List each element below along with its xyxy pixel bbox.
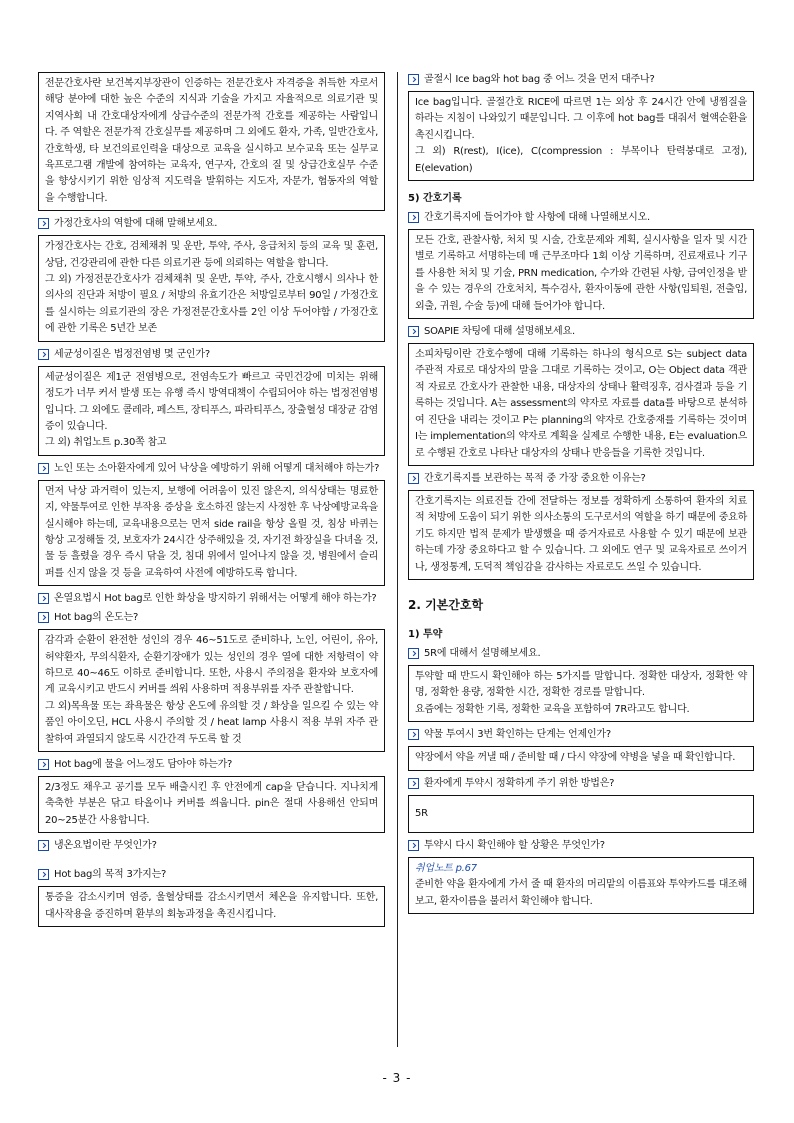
question-text: SOAPIE 차팅에 대해 설명해보세요. (424, 326, 575, 338)
question-text: 냉온요법이란 무엇인가? (54, 840, 157, 852)
answer-box-fracture (408, 91, 754, 181)
question-three-checks (408, 727, 754, 742)
answer-box-record-contents (408, 229, 754, 319)
answer-extra-text: 그 외) R(rest), I(ice), C(compression : 부목이나 탄력붕대로 고정), E(elevation) (415, 146, 747, 174)
question-arrow-icon (38, 612, 49, 623)
question-arrow-icon (408, 473, 419, 484)
page-number: - 3 - (382, 1071, 412, 1085)
question-arrow-icon (38, 840, 49, 851)
question-text: 5R에 대해서 설명해보세요. (424, 647, 541, 659)
answer-text: Ice bag입니다. 골절간호 RICE에 따르면 1는 외상 후 24시간 안에 냉찜질을 하라는 지침이 나와있기 때문입니다. 그 이후에 hot bag를 대줘서 혈액순환을 촉진시킵니다. (415, 97, 747, 141)
right-column (408, 72, 754, 919)
question-record-purpose (408, 471, 754, 486)
answer-text: 준비한 약을 환자에게 가서 줄 때 환자의 머리맡의 이름표와 투약카드를 대조해보고, 환자이름을 불러서 확인해야 합니다. (415, 879, 747, 907)
answer-text: 5R (415, 807, 428, 819)
section-heading-nursing-record: 5) 간호기록 (408, 193, 462, 205)
answer-text: 소피차팅이란 간호수행에 대해 기록하는 하나의 형식으로 S는 subject data 주관적 자료로 대상자의 말을 그대로 기록하는 것이고, O는 Object data 객관적 자료로 간호사가 관찰한 내용, 대상자의 상태나 활력징후, 검사결과 등을 기록하는 것입니다. A는 assessment의 약자로 자료를 data를 바탕으로 분석하여 진단을 내리는 것이고 P는 planning의 약자로 간호중재를 기록하는 것이며 I는 implementation의 약자로 계획을 실제로 수행한 내용, E는 evaluation으로 수행된 간호로 나타난 대상자의 상태나 반응들을 기록한 것입니다. (415, 349, 747, 459)
answer-extra-text: 그 외)목욕물 또는 좌욕물은 항상 온도에 유의할 것 / 화상을 일으킬 수 있는 약품인 아이오딘, HCL 사용시 주의할 것 / heat lamp 사용시 적용 부위 자주 관찰하여 과열되지 않도록 시간간격 두도록 할 것 (45, 700, 378, 745)
question-text: 골절시 Ice bag와 hot bag 중 어느 것을 먼저 대주나? (424, 74, 655, 85)
answer-box-hot-bag-purpose (38, 886, 385, 927)
question-cold-hot-therapy (38, 838, 385, 853)
answer-reference: 취업노트 p.67 (415, 862, 477, 874)
answer-box-accurate-medication (408, 795, 754, 833)
answer-box-fall-prevention (38, 480, 385, 586)
left-column (38, 72, 385, 932)
question-accurate-medication (408, 776, 754, 791)
question-text: 환자에게 투약시 정확하게 주기 위한 방법은? (424, 777, 615, 789)
answer-reference: 그 외) 취업노트 p.30쪽 참고 (45, 437, 167, 449)
question-arrow-icon (408, 326, 419, 337)
answer-box-shigellosis (38, 366, 385, 456)
answer-box-soapie (408, 343, 754, 466)
column-divider (397, 72, 398, 1047)
answer-text: 먼저 낙상 과거력이 있는지, 보행에 어려움이 있진 않은지, 의식상태는 명료한지, 약물투여로 인한 부작용 증상을 호소하진 않는지 사정한 후 낙상예방교육을 실시해야 하는데, 교육내용으로는 먼저 side rail을 항상 올릴 것, 침상 바퀴는 항상 고정해둘 것, 보호자가 24시간 상주해있을 것, 자기전 화장실을 다녀올 것, 물 등 흘렸을 경우 즉시 닦을 것, 침대 위에서 일어나지 않을 것, 병원에서 슬리퍼를 신지 않을 것 등을 교육하여 사전에 예방하도록 합니다. (45, 485, 378, 579)
question-arrow-icon (408, 648, 419, 659)
question-arrow-icon (408, 778, 419, 789)
question-text: Hot bag에 물을 어느정도 담아야 하는가? (54, 759, 233, 770)
question-text: 간호기록지에 들어가야 할 사항에 대해 나열해보시오. (424, 212, 650, 224)
question-text: 세균성이질은 법정전염병 몇 군인가? (54, 348, 210, 360)
question-text: 노인 또는 소아환자에게 있어 낙상을 예방하기 위해 어떻게 대처해야 하는가? (54, 462, 380, 474)
question-arrow-icon (38, 349, 49, 360)
question-arrow-icon (38, 869, 49, 880)
question-text: Hot bag의 온도는? (54, 612, 139, 624)
question-text: 가정간호사의 역할에 대해 말해보세요. (54, 218, 218, 230)
answer-box-hot-bag-water (38, 776, 385, 833)
answer-text: 약장에서 약을 꺼낼 때 / 준비할 때 / 다시 약장에 약병을 넣을 때 확인합니다. (415, 752, 736, 764)
answer-extra-text: 요즘에는 정확한 기록, 정확한 교육을 포함하여 7R라고도 합니다. (415, 703, 690, 715)
answer-extra-text: 그 외) 가정전문간호사가 검체채취 및 운반, 투약, 주사, 간호시행시 의사나 한의사의 진단과 처방이 필요 / 처방의 유효기간은 처방일로부터 90일 / 가정간호를 실시하는 의료기관의 장은 가정전문간호사를 2인 이상 두어야함 / 가정간호에 관한 기록은 5년간 보존 (45, 274, 378, 335)
answer-text: 모든 간호, 관찰사항, 처치 및 시술, 간호문제와 계획, 실시사항을 일자 및 시간별로 기록하고 서명하는데 매 근무조마다 1회 이상 기록하며, 진료재료나 기구를 사용한 처치 및 기술, PRN medication, 수가와 간련된 사항, 급여인정을 받을 수 있는 경우의 간호처치, 특수검사, 환자이동에 관한 사항(입퇴원, 전출입, 외출, 귀원, 수술 등)에 대해 들어가야 합니다. (415, 235, 747, 312)
question-fall-prevention (38, 461, 385, 476)
answer-box-home-nurse (38, 235, 385, 341)
answer-text: 투약할 때 반드시 확인해야 하는 5가지를 말합니다. 정확한 대상자, 정확한 약명, 정확한 용량, 정확한 시간, 정확한 경로를 말합니다. (415, 670, 747, 699)
question-arrow-icon (38, 463, 49, 474)
question-arrow-icon (38, 593, 49, 604)
question-arrow-icon (408, 840, 419, 851)
question-arrow-icon (38, 759, 49, 770)
question-hot-bag-water (38, 757, 385, 772)
answer-box-three-checks (408, 746, 754, 770)
answer-box-5r (408, 665, 754, 722)
question-shigellosis (38, 347, 385, 362)
answer-text: 전문간호사란 보건복지부장관이 인증하는 전문간호사 자격증을 취득한 자로서 해당 분야에 대한 높은 수준의 지식과 기술을 가지고 자율적으로 의료기관 및 지역사회 내 간호대상자에게 상급수준의 전문가적 간호를 제공하는 사람입니다. 주 역할은 전문가적 간호실무를 제공하며 그 외에도 환자, 가족, 일반간호사, 간호학생, 타 보건의료인력을 대상으로 교육을 실시하고 보수교육 또는 실무교육프로그램 개발에 참여하는 교육자, 연구자, 간호의 질 및 상급간호실무 수준을 향상시키기 위한 임상적 지도력을 발휘하는 지도자, 자문가, 협동자의 역할을 수행합니다. (45, 78, 378, 204)
question-fracture-ice-hot (408, 72, 754, 87)
question-hot-bag-burn (38, 591, 385, 606)
question-recheck-situation (408, 838, 754, 853)
question-soapie (408, 324, 754, 339)
question-home-nurse-role (38, 216, 385, 231)
question-arrow-icon (38, 218, 49, 229)
answer-box-record-purpose (408, 490, 754, 580)
answer-text: 통증을 감소시키며 염증, 울혈상태를 감소시키면서 체온을 유지합니다. 또한, 대사작용을 증진하며 환부의 회농과정을 촉진시킵니다. (45, 892, 378, 920)
question-arrow-icon (408, 74, 419, 85)
question-text: Hot bag의 목적 3가지는? (54, 869, 167, 881)
answer-box-specialist-nurse (38, 72, 385, 211)
section-heading-medication: 1) 투약 (408, 628, 443, 640)
question-text: 투약시 다시 확인해야 할 상황은 무엇인가? (424, 839, 605, 851)
answer-text: 간호기록지는 의료진들 간에 전달하는 정보를 정확하게 소통하여 환자의 치료적 처방에 도움이 되기 위한 의사소통의 도구로서의 역할을 하기 때문에 중요하기도 하지만 법적 문제가 발생했을 때 증거자료로 사용할 수 있기 때문에 보관하는데 가장 중요하다고 할 수 있습니다. 그 외에도 연구 및 교육자료로 쓰이거나, 생정통계, 도덕적 책임감을 감사하는 자료로도 쓰일 수 있습니다. (415, 495, 747, 573)
question-arrow-icon (408, 212, 419, 223)
question-hot-bag-temperature (38, 610, 385, 625)
question-hot-bag-purpose (38, 867, 385, 882)
answer-text: 2/3정도 채우고 공기를 모두 배출시킨 후 안전에게 cap을 닫습니다. 지나치게 축축한 부분은 닦고 타올이나 커버를 씌웁니다. pin은 절대 사용해선 안되며 20~25분간 사용합니다. (45, 782, 378, 826)
question-record-contents (408, 210, 754, 225)
question-text: 온열요법시 Hot bag로 인한 화상을 방지하기 위해서는 어떻게 해야 하는가? (54, 593, 377, 605)
chapter-heading-basic-nursing: 2. 기본간호학 (408, 597, 484, 612)
question-text: 약물 투여시 3번 확인하는 단계는 언제인가? (424, 729, 611, 741)
answer-box-hot-bag-temperature (38, 629, 385, 752)
question-text: 간호기록지를 보관하는 목적 중 가장 중요한 이유는? (424, 472, 646, 484)
answer-text: 감각과 순환이 완전한 성인의 경우 46~51도로 준비하나, 노인, 어린이, 유아, 허약환자, 무의식환자, 순환기장애가 있는 성인의 경우 열에 대한 저항력이 약하므로 40~46도 이하로 준비합니다. 또한, 사용시 주의점을 환자와 보호자에게 교육시키고 반드시 커버를 씌워 사용하며 적용부위를 자주 관찰합니다. (45, 635, 378, 696)
answer-text: 세균성이질은 제1군 전염병으로, 전염속도가 빠르고 국민건강에 미치는 위해 정도가 너무 커서 발생 또는 유행 즉시 방역대책이 수립되어야 하는 법정전염병입니다. 그 외에도 콜레라, 페스트, 장티푸스, 파라티푸스, 장출혈성 대장균 감염증이 있습니다. (45, 371, 378, 432)
question-arrow-icon (408, 729, 419, 740)
answer-box-recheck-situation (408, 857, 754, 914)
answer-text: 가정간호사는 간호, 검체채취 및 운반, 투약, 주사, 응급처치 등의 교육 및 훈련, 상담, 건강관리에 관한 다른 의료기관 등에 의뢰하는 역할을 합니다. (45, 241, 378, 269)
question-5r (408, 646, 754, 661)
